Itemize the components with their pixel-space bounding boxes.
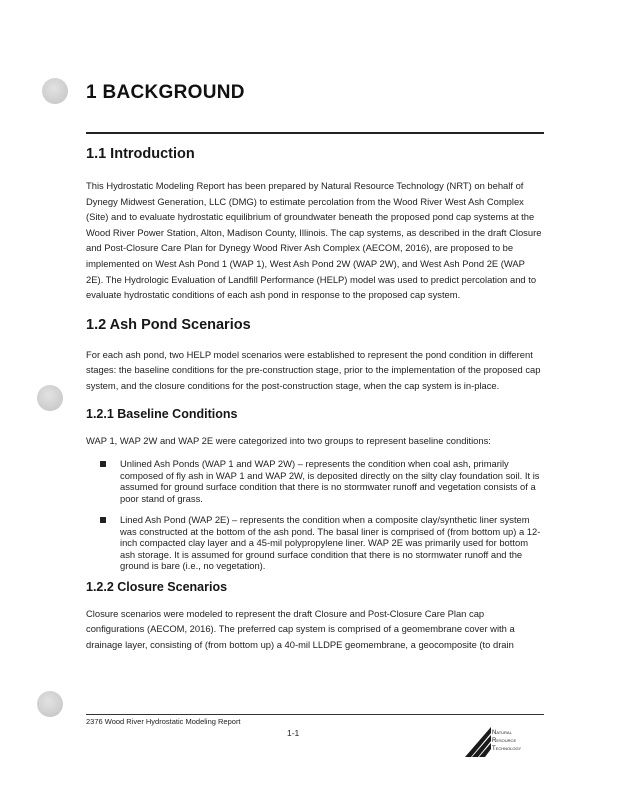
bullet-square-icon <box>100 461 106 467</box>
logo-line-technology: Technology <box>492 746 522 752</box>
punch-hole-top <box>42 78 68 104</box>
logo-wordmark <box>492 729 552 753</box>
bullet-text-unlined: Unlined Ash Ponds (WAP 1 and WAP 2W) – represents the condition when coal ash, primarily composed of fly ash in WAP 1 and WAP 2W, is deposited directly on the silty clay foundation soil. It is assumed for ground surface condition that there is no stormwater runoff and vegetation consists of a poor stand of grass. <box>120 458 540 504</box>
logo-line-natural: Natural <box>492 730 512 736</box>
baseline-intro-paragraph: WAP 1, WAP 2W and WAP 2E were categorized into two groups to represent baseline conditions: <box>86 434 491 446</box>
bullet-text-lined: Lined Ash Pond (WAP 2E) – represents the condition when a composite clay/synthetic liner system was constructed at the bottom of the ash pond. The basal liner is comprised of (from bottom up) a 12-inch compacted clay layer and a 45-mil polypropylene liner. WAP 2E was primarily used for bottom ash storage. It is assumed for ground surface condition that there is no stormwater runoff and the ground is bare (i.e., no vegetation). <box>120 514 541 572</box>
chapter-divider <box>86 132 544 134</box>
footer-divider <box>86 714 544 715</box>
section-heading-ash-pond-scenarios: 1.2 Ash Pond Scenarios <box>86 316 251 333</box>
punch-hole-middle <box>37 385 63 411</box>
bullet-square-icon <box>100 517 106 523</box>
subsection-heading-closure-scenarios: 1.2.2 Closure Scenarios <box>86 579 228 594</box>
footer-report-name: 2376 Wood River Hydrostatic Modeling Report <box>86 717 241 726</box>
logo-line-resource: Resource <box>492 738 517 744</box>
section-heading-introduction: 1.1 Introduction <box>86 146 195 162</box>
page-number: 1-1 <box>287 728 300 738</box>
list-item <box>86 514 544 572</box>
introduction-paragraph: This Hydrostatic Modeling Report has been prepared by Natural Resource Technology (NRT) on behalf of Dynegy Midwest Generation, LLC (DMG) to estimate percolation from the Wood River West Ash Complex (Site) and to evaluate hydrostatic equilibrium of groundwater beneath the proposed pond cap systems at the Wood River Power Station, Alton, Madison County, Illinois. The cap systems, as described in the draft Closure and Post-Closure Care Plan for Dynegy Wood River Ash Complex (AECOM, 2016), are proposed to be implemented on West Ash Pond 1 (WAP 1), West Ash Pond 2W (WAP 2W), and West Ash Pond 2E (WAP 2E). The Hydrologic Evaluation of Landfill Performance (HELP) model was used to predict percolation and to evaluate hydrostatic conditions of each ash pond in response to the proposed cap system. <box>86 180 542 301</box>
ash-pond-scenarios-paragraph: For each ash pond, two HELP model scenarios were established to represent the pond condition in different stages: the baseline conditions for the pre-construction stage, prior to the implementation of the proposed cap system, and the closure conditions for the post-construction stage, when the cap system is in-place. <box>86 348 541 391</box>
subsection-heading-baseline-conditions: 1.2.1 Baseline Conditions <box>86 406 238 421</box>
punch-hole-bottom <box>37 691 63 717</box>
list-item <box>86 458 544 504</box>
page-content <box>86 144 544 652</box>
baseline-bullet-list <box>86 458 544 572</box>
chapter-title: 1 BACKGROUND <box>86 82 245 103</box>
closure-scenarios-paragraph: Closure scenarios were modeled to represent the draft Closure and Post-Closure Care Plan cap configurations (AECOM, 2016). The preferred cap system is comprised of a geomembrane cover with a drainage layer, consisting of (from bottom up) a 40-mil LLDPE geomembrane, a geocomposite (to drain <box>86 607 515 650</box>
